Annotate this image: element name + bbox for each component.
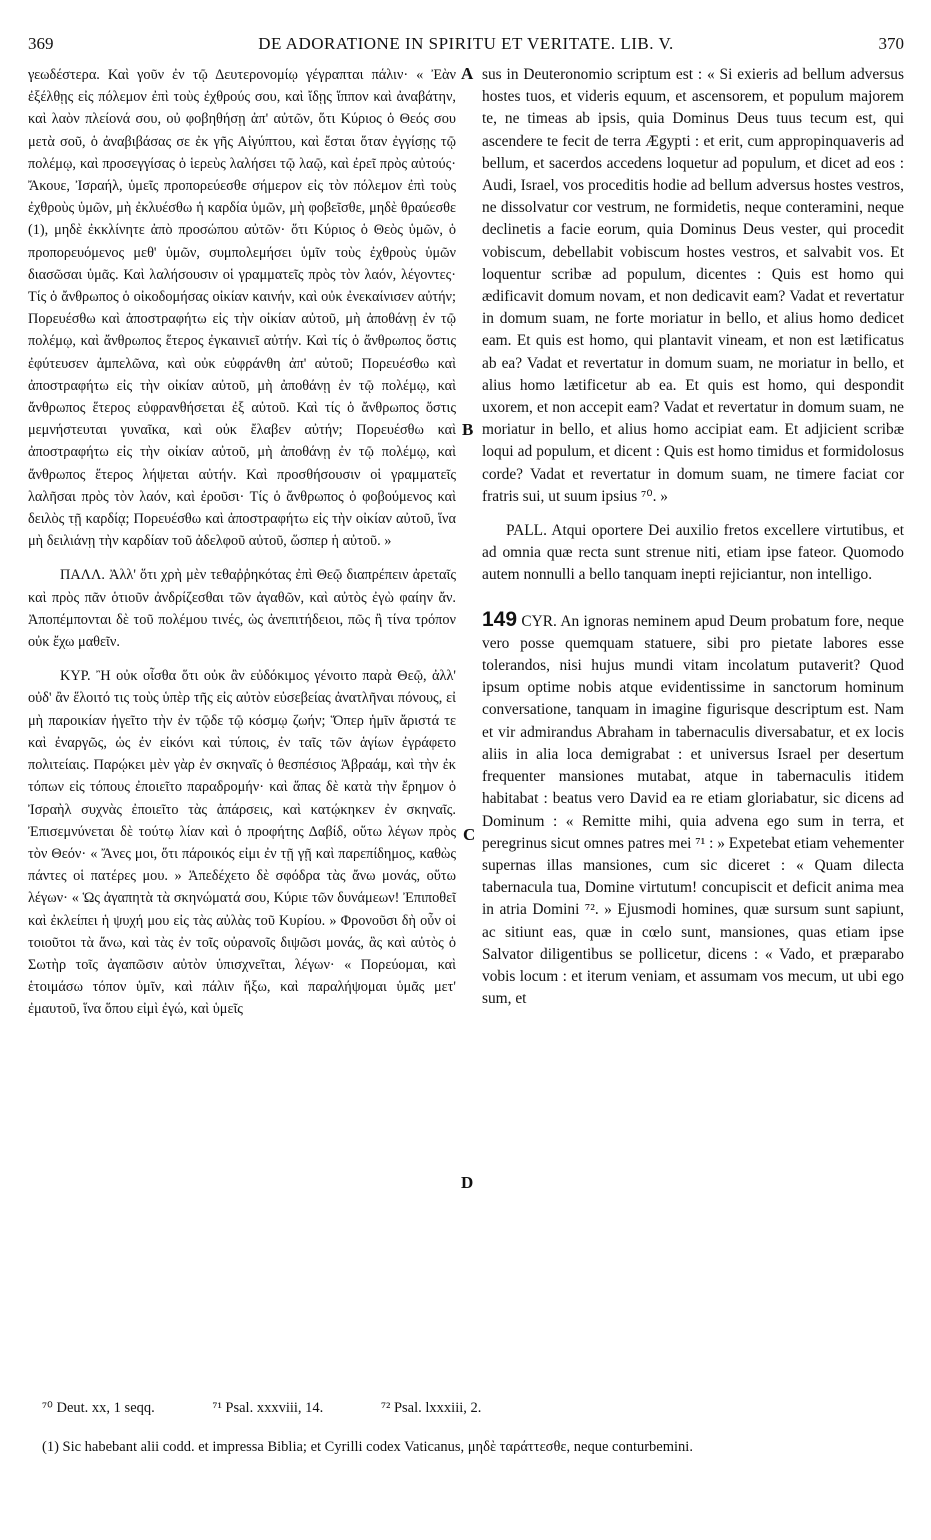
margin-marker-a: A bbox=[461, 64, 474, 83]
footnotes bbox=[28, 1400, 904, 1457]
margin-marker-c: C bbox=[463, 825, 476, 844]
reference-71: ⁷¹ Psal. xxxviii, 14. bbox=[212, 1400, 324, 1416]
greek-paragraph-deuteronomy: γεωδέστερα. Καὶ γοῦν ἐν τῷ Δευτερονομίῳ γέγραπται πάλιν· « Ἐὰν ἐξέλθῃς εἰς πόλεμον ἐπὶ τοὺς ἐχθρούς σου, καὶ ἴδῃς ἵππον καὶ ἀναβάτην, καὶ λαὸν πλείονά σου, οὐ φοβηθήσῃ ἀπ' αὐτῶν, ὅτι Κύριος ὁ Θεός σου μετὰ σοῦ, ὁ ἀναβιβάσας σε ἐκ γῆς Αἰγύπτου, καὶ ἔσται ὅταν ἐγγίσῃς τῷ πολέμῳ, καὶ προσεγγίσας ὁ ἱερεὺς λαλήσει τῷ λαῷ, καὶ ἐρεῖ πρὸς αὐτούς· Ἄκουε, Ἰσραήλ, ὑμεῖς προπορεύεσθε σήμερον εἰς τὸν πόλεμον ἐπὶ τοὺς ἐχθροὺς ὑμῶν, μὴ ἐκλυέσθω ἡ καρδία ὑμῶν, μὴ φοβεῖσθε, μηδὲ θραύεσθε (1), μηδὲ ἐκκλίνητε ἀπὸ προσώπου αὐτῶν· ὅτι Κύριος ὁ Θεὸς ὑμῶν, ὁ προπορευόμενος μεθ' ὑμῶν, συμπολεμήσει ὑμῖν τοὺς ἐχθροὺς ὑμῶν διασῶσαι ὑμᾶς. Καὶ λαλήσουσιν οἱ γραμματεῖς πρὸς τὸν λαόν, λέγοντες· Τίς ὁ ἄνθρωπος ὁ οἰκοδομήσας οἰκίαν καινήν, καὶ οὐκ ἐνεκαίνισεν αὐτήν; Πορευέσθω καὶ ἀποστραφήτω εἰς τὴν οἰκίαν αὐτοῦ, μὴ ἀποθάνῃ ἐν τῷ πολέμῳ, καὶ ἄνθρωπος ἕτερος ἐγκαινιεῖ αὐτήν. Καὶ τίς ὁ ἄνθρωπος ὅστις ἐφύτευσεν ἀμπελῶνα, καὶ οὐκ εὐφράνθη ἀπ' αὐτοῦ; Πορευέσθω καὶ ἀποστραφήτω εἰς τὴν οἰκίαν αὐτοῦ, μὴ ἀποθάνῃ ἐν τῷ πολέμῳ, καὶ ἄνθρωπος ἕτερος εὐφρανθήσεται ἐξ αὐτοῦ. Καὶ τίς ὁ ἄνθρωπος ὅστις μεμνήστευται γυναῖκα, καὶ οὐκ ἔλαβεν αὐτήν; Πορευέσθω καὶ ἀποστραφήτω εἰς τὴν οἰκίαν αὐτοῦ, μὴ ἀποθάνῃ ἐν τῷ πολέμῳ, καὶ ἄνθρωπος ἕτερος λήψεται αὐτήν. Καὶ προσθήσουσιν οἱ γραμματεῖς λαλῆσαι πρὸς τὸν λαόν, καὶ ἐροῦσι· Τίς ὁ ἄνθρωπος ὁ φοβούμενος καὶ δειλὸς τῇ καρδίᾳ; Πορευέσθω καὶ ἀποστραφήτω εἰς τὴν οἰκίαν αὐτοῦ, ἵνα μὴ δειλιάνῃ τὴν καρδίαν τοῦ ἀδελφοῦ αὐτοῦ, ὥσπερ ἡ αὐτοῦ. » bbox=[28, 67, 456, 550]
page-number-left: 369 bbox=[28, 34, 54, 53]
greek-paragraph-palladius: ΠΑΛΛ. Ἀλλ' ὅτι χρὴ μὲν τεθαῤῥηκότας ἐπὶ Θεῷ διαπρέπειν ἀρεταῖς καὶ πρὸς πᾶν ὁτιοῦν ἀνδρίζεσθαι τῶν ἀγαθῶν, καὶ αὐτὸς ἐγὼ φαίην ἄν. Ἀποπέμπονται δὲ τοῦ πολέμου τινές, ὡς ἀνεπιτήδειοι, πῶς ἢ τίνα τρόπον οὐκ ἔχω μαθεῖν. bbox=[28, 567, 456, 651]
footnote-1: (1) Sic habebant alii codd. et impressa Biblia; et Cyrilli codex Vaticanus, μηδὲ ταράττεσθε, neque conturbemini. bbox=[42, 1439, 693, 1455]
latin-paragraph-palladius: PALL. Atqui oportere Dei auxilio fretos excellere virtutibus, et ad omnia quæ recta sunt strenue niti, etiam ipse fateor. Quomodo autem nonnulli a bello tanquam inepti rejiciantur, non intelligo. bbox=[482, 522, 904, 584]
chapter-number: 149 bbox=[482, 607, 518, 631]
latin-column bbox=[482, 64, 904, 1010]
reference-72: ⁷² Psal. lxxxiii, 2. bbox=[380, 1400, 482, 1416]
margin-marker-d: D bbox=[461, 1173, 474, 1192]
scripture-references bbox=[28, 1400, 904, 1417]
greek-paragraph-cyril: ΚΥΡ. Ἢ οὐκ οἶσθα ὅτι οὐκ ἂν εὐδόκιμος γένοιτο παρὰ Θεῷ, ἀλλ' οὐδ' ἂν ἕλοιτό τις τοὺς ὑπὲρ τῆς εἰς αὐτὸν εὐσεβείας ἀνατλῆναι πόνους, εἰ μὴ παροικίαν ἡγεῖτο τὴν ἐν τῷδε τῷ κόσμῳ ζωήν; Ὅπερ ἡμῖν ἄριστά τε καὶ ἐναργῶς, ὡς ἐν εἰκόνι καὶ τύποις, ἐν ταῖς τῶν ἁγίων ἐγράφετο πολιτείαις. Παρῴκει μὲν γὰρ ἐν σκηναῖς ὁ θεσπέσιος Ἀβραάμ, καὶ τὴν ἐκ τόπων εἰς τόπους ἐποιεῖτο παραδρομήν· καὶ ἅπας δὲ κατὰ τὴν ἔρημον ὁ Ἰσραὴλ συχνὰς ἐποιεῖτο τὰς ἀπάρσεις, καὶ κατῴκηκεν ἐν σκηναῖς. Ἐπισεμνύνεται δὲ τούτῳ λίαν καὶ ὁ προφήτης Δαβίδ, οὕτω λέγων πρὸς τὸν Θεόν· « Ἄνες μοι, ὅτι πάροικός εἰμι ἐν τῇ γῇ καὶ παρεπίδημος, καθὼς πάντες οἱ πατέρες μου. » Ἀπεδέχετο δὲ σφόδρα τὰς ἄνω μονάς, οὕτω λέγων· « Ὡς ἀγαπητὰ τὰ σκηνώματά σου, Κύριε τῶν δυνάμεων! Ἐπιποθεῖ καὶ ἐκλείπει ἡ ψυχή μου εἰς τὰς αὐλὰς τοῦ Κυρίου. » Φρονοῦσι δὴ οὖν οἱ τοιοῦτοι τὰ ἄνω, καὶ τὰς ἐν τοῖς οὐρανοῖς διψῶσι μονάς, ἃς καὶ αὐτὸς ὁ Σωτὴρ τοῖς ἀγαπῶσιν αὐτὸν ὑπισχνεῖται, λέγων· « Πορεύομαι, καὶ ἑτοιμάσω τόπον ὑμῖν, καὶ πάλιν ἥξω, καὶ παραλήψομαι ὑμᾶς μετ' ἐμαυτοῦ, ἵνα ὅπου εἰμὶ ἐγώ, καὶ ὑμεῖς bbox=[28, 668, 456, 1018]
latin-paragraph-cyril-text: CYR. An ignoras neminem apud Deum probatum fore, neque vero posse quemquam statuere, sibi pro pietate labores esse tolerandos, nisi hujus mundi vitam incolatum putaverit? Quod ipsum optime nobis atque evidentissime in sanctorum hominum conversatione, tanquam in imagine figurisque descriptum est. Nam et vir admirandus Abraham in tabernaculis diversabatur, et ex locis aliis in alia loca demigrabat : et universus Israel per desertum frequenter mansiones mutabat, atque in tabernaculis itidem habitabat : beatus vero David ea re etiam gloriabatur, sic dicens ad Dominum : « Remitte mihi, quia advena ego sum in terra, et peregrinus sicut omnes patres mei ⁷¹ : » Expetebat etiam vehementer supernas illas mansiones, cum sic diceret : « Quam dilecta tabernacula tua, Domine virtutum! concupiscit et deficit anima mea in atria Domini ⁷². » Ejusmodi homines, quæ sursum sunt sapiunt, ac sitiunt eas, quæ in cœlo sunt, mansiones, quas etiam ipse Salvator diligentibus se pollicetur, dicens : « Vado, et præparabo vobis locum : et iterum veniam, et assumam vos mecum, ut ubi ego sum, et bbox=[482, 612, 904, 1008]
page-number-right: 370 bbox=[878, 34, 904, 53]
reference-70: ⁷⁰ Deut. xx, 1 seqq. bbox=[42, 1400, 155, 1416]
running-header bbox=[28, 34, 904, 58]
latin-paragraph-deuteronomy: sus in Deuteronomio scriptum est : « Si exieris ad bellum adversus hostes tuos, et videris equum, et ascensorem, et populum majorem te, ne timeas ab ipsis, quia Dominus Deus tuus tecum est, qui ascendere te fecit de terra Ægypti : et erit, cum appropinquaveris ad bellum, et sacerdos accedens loquetur ad populum, et dicet ad eos : Audi, Israel, vos proceditis hodie ad bellum adversus hostes vestros, ne dissolvatur cor vestrum, ne formidetis, neque conteramini, neque declinetis a facie eorum, quia Dominus Deus vester, qui procedit vobiscum, debellabit vobiscum hostes vestros, et salvabit vos. Et loquentur scribæ ad populum, dicentes : Quis est homo qui ædificavit domum novam, et non dedicavit eam? Vadat et revertatur in domum suam, ne forte moriatur in bello, et alius homo dedicet eam. Et quis est homo, qui plantavit vineam, et non est lætificatus ab ea? Vadat et revertatur in domum suam, ne moriatur in bello, et alius homo lætificetur ab ea. Et quis est homo, qui despondit uxorem, et non accepit eam? Vadat et revertatur in domum suam, ne moriatur in bello, et alius homo accipiat eam. Et adjicient scribæ loqui ad populum, et dicent : Quis est homo timidus et formidolosus corde? Vadat et revertatur in domum suam, ne timere faciat cor fratris sui, ut suum ipsius ⁷⁰. » bbox=[482, 66, 904, 505]
running-title: DE ADORATIONE IN SPIRITU ET VERITATE. LIB. V. bbox=[258, 34, 674, 53]
margin-marker-b: B bbox=[462, 420, 474, 439]
greek-column bbox=[28, 64, 456, 1021]
latin-paragraph-cyril bbox=[482, 609, 904, 1011]
